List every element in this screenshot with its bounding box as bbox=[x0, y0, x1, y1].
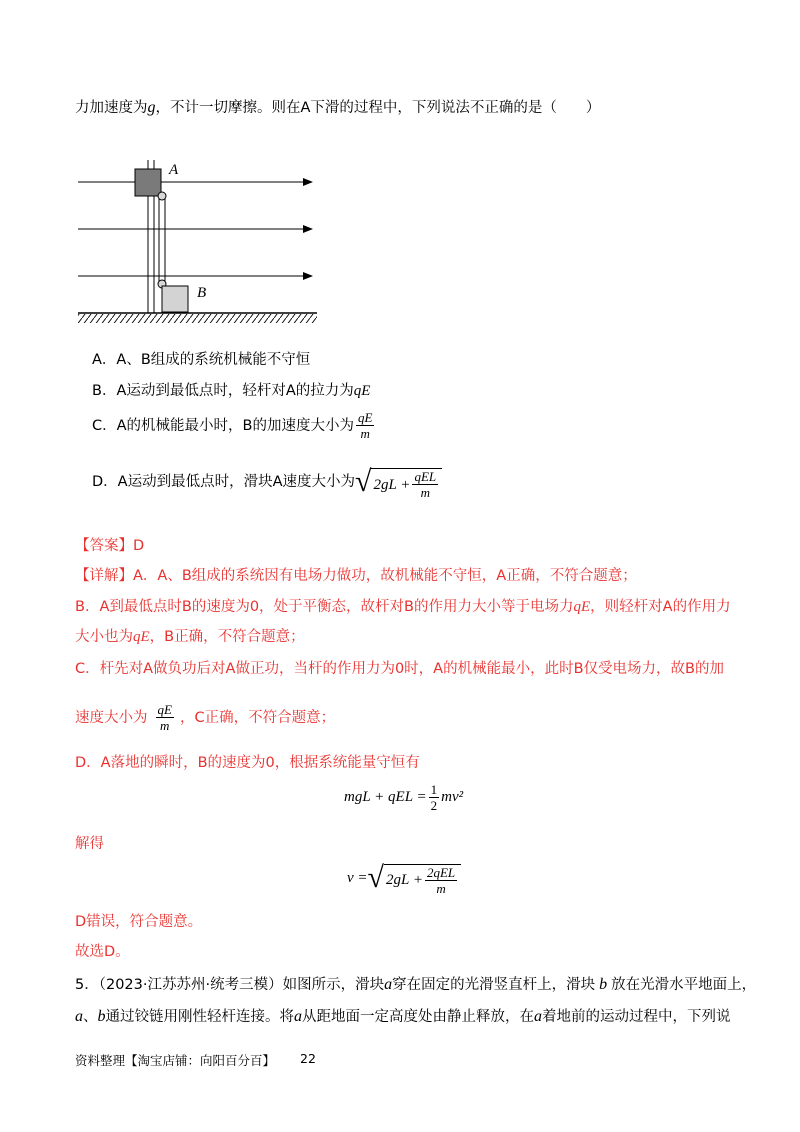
page-number: 22 bbox=[300, 1051, 316, 1066]
analysis-text: ，则轻杆对A的作用力 bbox=[590, 599, 731, 615]
option-c bbox=[92, 410, 376, 441]
analysis-text: B．A到最低点时B的速度为0，处于平衡态，故杆对B的作用力大小等于电场力 bbox=[75, 599, 574, 615]
field-lines bbox=[78, 178, 313, 280]
q5-text: 通过铰链用刚性轻杆连接。将 bbox=[105, 1009, 294, 1025]
equation-velocity bbox=[347, 860, 461, 896]
fraction-numerator: qE bbox=[157, 702, 172, 717]
fraction-numerator: qE bbox=[358, 410, 373, 425]
analysis-text: ，B正确，不符合题意； bbox=[149, 629, 305, 645]
question-5-line-1 bbox=[75, 975, 756, 995]
label-a: A bbox=[169, 162, 179, 178]
block-b bbox=[162, 286, 188, 312]
option-d bbox=[92, 464, 442, 500]
analysis-line-2 bbox=[75, 597, 731, 617]
analysis-text: ，C正确，不符合题意； bbox=[179, 709, 336, 726]
eq-left: v = bbox=[347, 869, 368, 886]
eq-inner: 2gL + bbox=[386, 872, 423, 888]
option-d-sqrt bbox=[355, 464, 442, 500]
option-b-text: B．A运动到最低点时，轻杆对A的拉力为 bbox=[92, 383, 354, 399]
analysis-text: 大小也为 bbox=[75, 629, 133, 645]
option-d-math: 2gL + bbox=[373, 476, 411, 493]
fraction-numerator: qEL bbox=[414, 469, 437, 484]
math-qe: qE bbox=[573, 599, 591, 615]
option-c-text: C．A的机械能最小时，B的加速度大小为 bbox=[92, 417, 354, 434]
q5-text: 穿在固定的光滑竖直杆上，滑块 bbox=[392, 977, 596, 993]
analysis-line-6: D．A落地的瞬时，B的速度为0，根据系统能量守恒有 bbox=[75, 755, 420, 771]
solve-label: 解得 bbox=[75, 836, 104, 852]
label-b: B bbox=[197, 285, 207, 301]
physics-figure bbox=[70, 150, 330, 330]
math-b: b bbox=[599, 976, 608, 993]
radical-sign: √ bbox=[367, 861, 384, 894]
analysis-fraction bbox=[156, 702, 174, 733]
fraction-denominator: 2 bbox=[430, 798, 438, 813]
q5-text: 放在光滑水平地面上， bbox=[611, 977, 757, 993]
math-b: b bbox=[97, 1008, 106, 1025]
math-qe: qE bbox=[133, 629, 150, 645]
question-5-line-2 bbox=[75, 1007, 731, 1027]
eq-left: mgL + qEL = bbox=[344, 789, 427, 805]
option-b bbox=[92, 381, 370, 401]
equation-energy bbox=[344, 782, 463, 813]
block-a bbox=[135, 169, 161, 196]
q5-text: 从距地面一定高度处由静止释放，在 bbox=[302, 1009, 534, 1025]
fraction-denominator: m bbox=[420, 485, 430, 500]
fraction-denominator: m bbox=[160, 718, 170, 733]
analysis-line-3 bbox=[75, 627, 305, 647]
math-a: a bbox=[75, 1008, 83, 1025]
intro-prefix: 力加速度为 bbox=[75, 100, 148, 116]
eq-half-fraction bbox=[429, 782, 440, 813]
analysis-line-4: C．杆先对A做负功后对A做正功，当杆的作用力为0时，A的机械能最小，此时B仅受电场力，故B的加 bbox=[75, 661, 724, 677]
eq-right: mv² bbox=[441, 789, 464, 805]
hinge-top bbox=[158, 192, 166, 200]
fraction-denominator: m bbox=[360, 426, 370, 441]
radical-sign: √ bbox=[355, 465, 372, 498]
eq-sqrt bbox=[368, 860, 462, 896]
footer-source: 资料整理【淘宝店铺：向阳百分百】 bbox=[75, 1053, 276, 1068]
option-a: A．A、B组成的系统机械能不守恒 bbox=[92, 352, 311, 368]
q5-text: 5．（2023·江苏苏州·统考三模）如图所示，滑块 bbox=[75, 977, 385, 993]
option-d-text: D．A运动到最低点时，滑块A速度大小为 bbox=[92, 474, 356, 490]
analysis-text: 速度大小为 bbox=[75, 709, 148, 726]
intro-suffix: ，不计一切摩擦。则在A下滑的过程中，下列说法不正确的是（ ） bbox=[155, 100, 601, 116]
answer-label: 【答案】D bbox=[75, 538, 145, 554]
math-a: a bbox=[534, 1008, 542, 1025]
conclusion-wrong: D错误，符合题意。 bbox=[75, 914, 203, 930]
fraction-numerator: 1 bbox=[430, 782, 438, 797]
math-a: a bbox=[294, 1008, 302, 1025]
q5-text: 、 bbox=[83, 1009, 98, 1025]
option-d-fraction bbox=[412, 469, 438, 500]
question-intro bbox=[75, 98, 600, 118]
analysis-line-1: 【详解】A．A、B组成的系统因有电场力做功，故机械能不守恒，A正确，不符合题意； bbox=[75, 568, 637, 584]
conclusion-choose: 故选D。 bbox=[75, 944, 130, 960]
option-c-fraction bbox=[356, 410, 374, 441]
analysis-line-5 bbox=[75, 702, 335, 733]
math-a: a bbox=[384, 976, 393, 993]
fraction-numerator: 2qEL bbox=[426, 865, 456, 880]
eq-fraction bbox=[425, 865, 457, 896]
math-g: g bbox=[147, 99, 156, 116]
q5-text: 着地前的运动过程中，下列说 bbox=[542, 1009, 731, 1025]
option-b-math: qE bbox=[353, 383, 371, 399]
fraction-denominator: m bbox=[436, 881, 446, 896]
